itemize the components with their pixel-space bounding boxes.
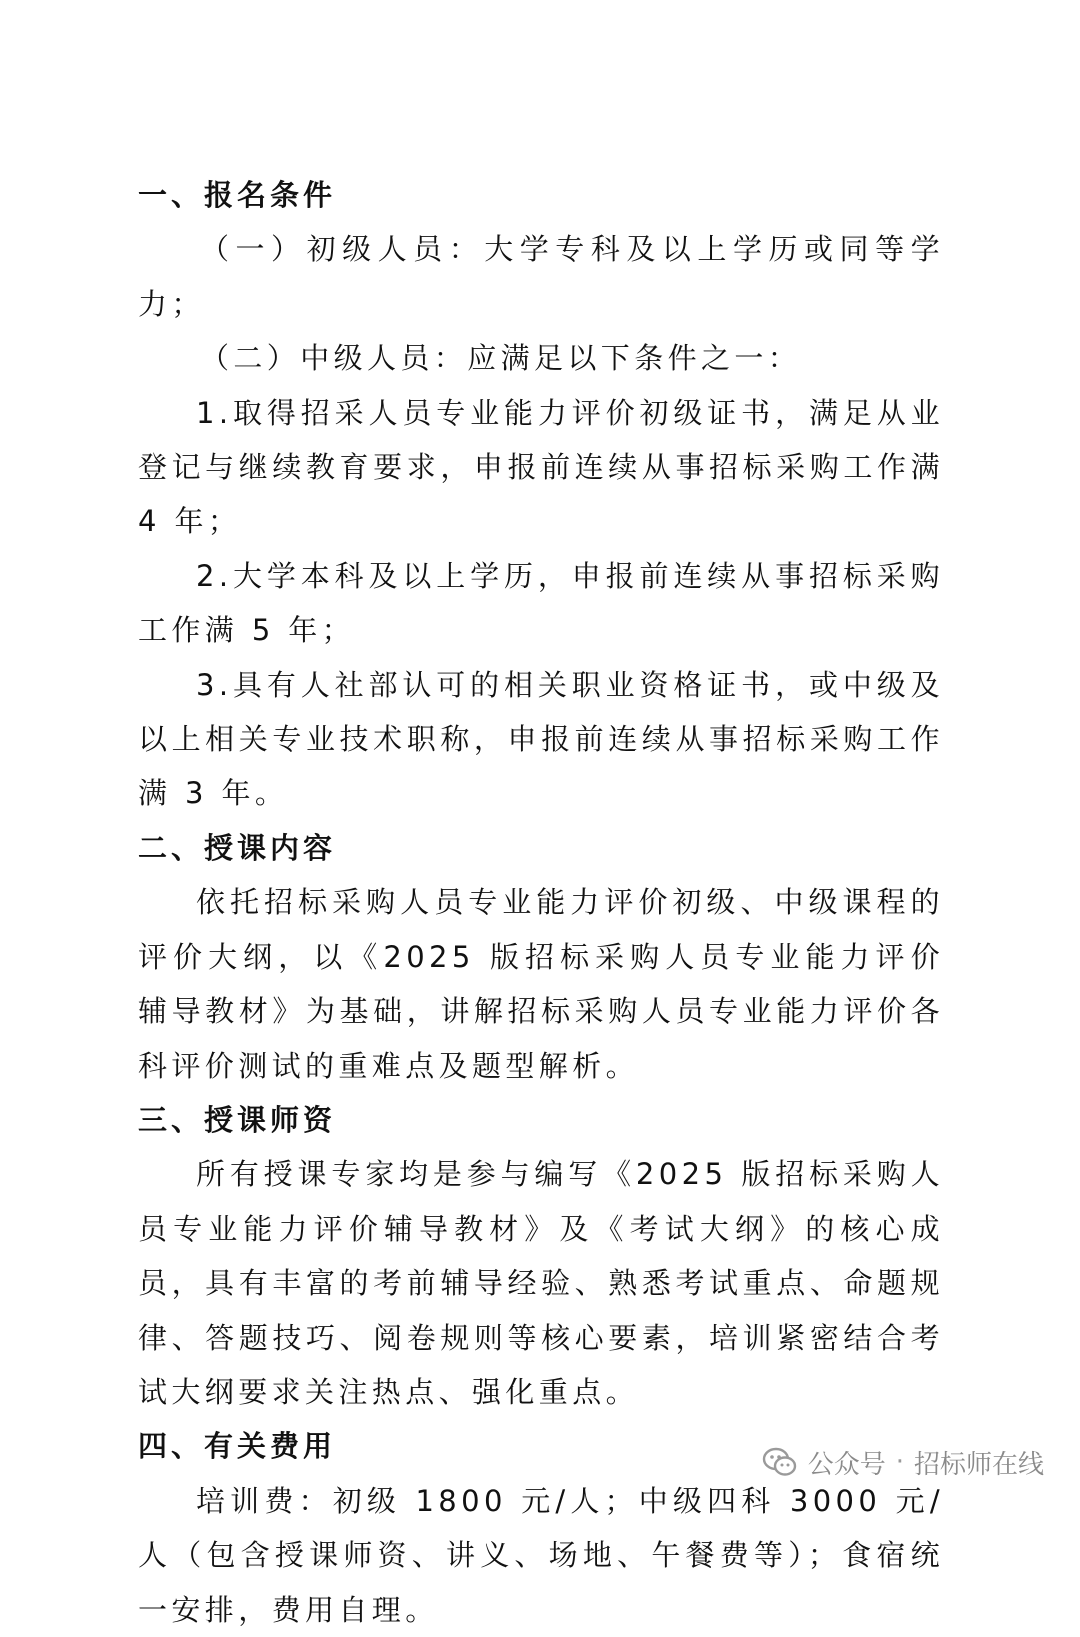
section-heading-teachers: 三、授课师资 <box>138 1102 337 1137</box>
paragraph-junior-requirement: （一）初级人员：大学专科及以上学历或同等学力； <box>138 232 944 321</box>
wechat-icon <box>762 1444 798 1480</box>
paragraph-condition-2: 2.大学本科及以上学历，申报前连续从事招标采购工作满 5 年； <box>138 558 944 648</box>
section-heading-fees: 四、有关费用 <box>138 1429 337 1464</box>
wechat-watermark <box>762 1440 1044 1484</box>
paragraph-intermediate-requirement: （二）中级人员：应满足以下条件之一： <box>200 341 802 376</box>
paragraph-teachers: 所有授课专家均是参与编写《2025 版招标采购人员专业能力评价辅导教材》及《考试大纲》的核心成员，具有丰富的考前辅导经验、熟悉考试重点、命题规律、答题技巧、阅卷规则等核心要素，培训紧密结合考试大纲要求关注热点、强化重点。 <box>138 1157 944 1409</box>
document-body <box>138 168 944 1637</box>
section-heading-course-content: 二、授课内容 <box>138 830 337 865</box>
paragraph-condition-3: 3.具有人社部认可的相关职业资格证书，或中级及以上相关专业技术职称，申报前连续从事招标采购工作满 3 年。 <box>138 667 944 811</box>
paragraph-fees: 培训费：初级 1800 元/人；中级四科 3000 元/人（包含授课师资、讲义、场地、午餐费等）；食宿统一安排，费用自理。 <box>138 1483 944 1627</box>
paragraph-condition-1: 1.取得招采人员专业能力评价初级证书，满足从业登记与继续教育要求，申报前连续从事招标采购工作满 4 年； <box>138 395 944 539</box>
paragraph-course-content: 依托招标采购人员专业能力评价初级、中级课程的评价大纲，以《2025 版招标采购人员专业能力评价辅导教材》为基础，讲解招标采购人员专业能力评价各科评价测试的重难点及题型解析。 <box>138 885 944 1083</box>
watermark-separator: · <box>895 1447 904 1477</box>
watermark-label: 公众号 <box>807 1449 886 1480</box>
watermark-account: 招标师在线 <box>913 1449 1044 1480</box>
section-heading-registration: 一、报名条件 <box>138 178 337 212</box>
